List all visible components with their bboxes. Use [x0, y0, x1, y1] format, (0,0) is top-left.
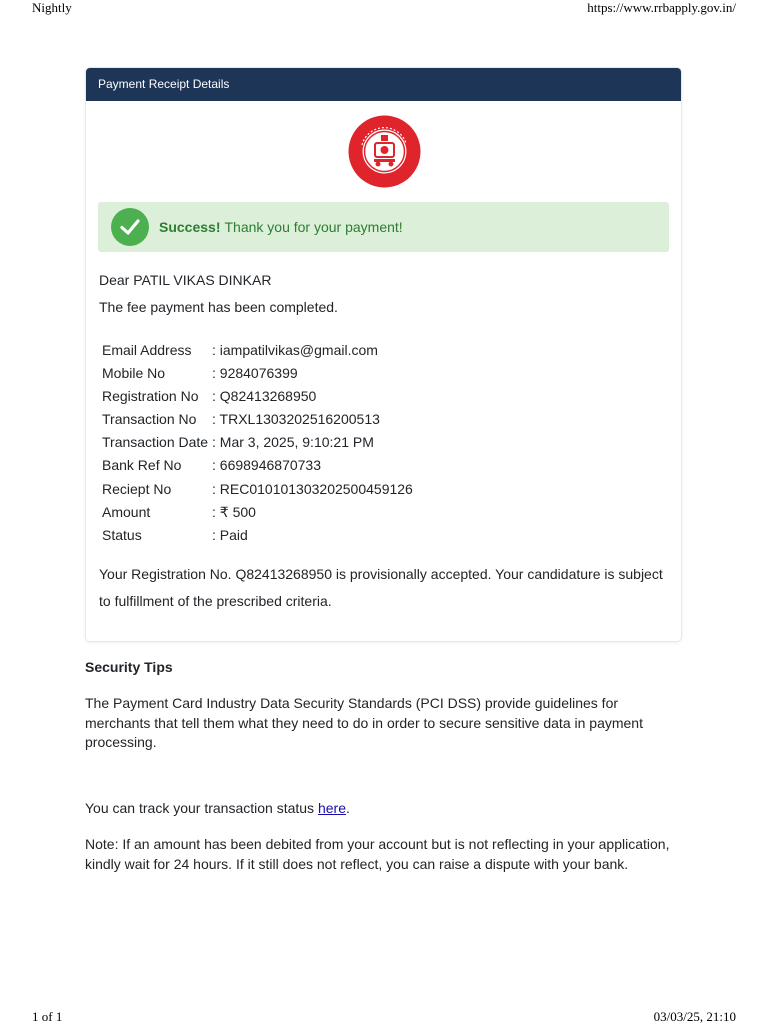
print-url: https://www.rrbapply.gov.in/	[587, 0, 736, 15]
detail-label: Amount	[102, 503, 151, 520]
detail-value: : ₹ 500	[212, 503, 256, 520]
detail-label: Bank Ref No	[102, 457, 182, 474]
detail-value: : Paid	[212, 526, 248, 543]
detail-row	[102, 501, 413, 524]
detail-row	[102, 339, 413, 362]
track-transaction-text	[85, 800, 350, 816]
detail-label: Transaction Date	[102, 434, 209, 451]
track-here-link[interactable]: here	[317, 800, 346, 816]
indian-railways-logo	[348, 115, 421, 188]
print-browser-name: Nightly	[32, 0, 72, 15]
detail-value: : TRXL1303202516200513	[212, 411, 380, 428]
track-suffix: .	[345, 800, 350, 816]
greeting: Dear PATIL VIKAS DINKAR	[99, 272, 272, 288]
detail-label: Mobile No	[102, 365, 166, 382]
detail-label: Status	[102, 526, 142, 543]
detail-value: : 6698946870733	[212, 457, 321, 474]
detail-label: Email Address	[102, 342, 192, 358]
print-page-count: 1 of 1	[32, 1009, 63, 1024]
receipt-details	[102, 339, 413, 547]
success-message: Thank you for your payment!	[224, 219, 403, 235]
detail-row	[102, 478, 413, 501]
detail-value: : iampatilvikas@gmail.com	[212, 342, 378, 358]
detail-value: : Mar 3, 2025, 9:10:21 PM	[212, 434, 374, 451]
detail-row	[102, 524, 413, 547]
detail-value: : 9284076399	[212, 365, 298, 382]
security-tips-body: The Payment Card Industry Data Security Standards (PCI DSS) provide guidelines for merchants that tell them what they need to do in order to secure sensitive data in payment processing.	[85, 695, 643, 750]
detail-label: Registration No	[102, 388, 199, 405]
detail-row	[102, 385, 413, 408]
detail-row	[102, 431, 413, 454]
print-timestamp: 03/03/25, 21:10	[653, 1009, 736, 1024]
dispute-note: Note: If an amount has been debited from your account but is not reflecting in your application, kindly wait for 24 hours. If it still does not reflect, you can raise a dispute with your bank.	[85, 836, 670, 872]
detail-row	[102, 454, 413, 477]
payment-receipt-card	[85, 67, 682, 642]
detail-label: Transaction No	[102, 411, 197, 428]
completion-text: The fee payment has been completed.	[99, 299, 338, 315]
security-tips-title: Security Tips	[85, 659, 173, 675]
track-prefix: You can track your transaction status	[85, 800, 318, 816]
detail-row	[102, 408, 413, 431]
card-header-title: Payment Receipt Details	[86, 68, 681, 101]
check-circle-icon	[111, 208, 149, 246]
registration-note: Your Registration No. Q82413268950 is provisionally accepted. Your candidature is subject to fulfillment of the prescribed criteria.	[99, 566, 663, 609]
detail-row	[102, 362, 413, 385]
success-label: Success!	[159, 219, 221, 235]
success-alert	[98, 202, 669, 252]
detail-value: : Q82413268950	[212, 388, 317, 405]
detail-label: Reciept No	[102, 480, 172, 497]
detail-value: : REC010101303202500459126	[212, 480, 413, 497]
